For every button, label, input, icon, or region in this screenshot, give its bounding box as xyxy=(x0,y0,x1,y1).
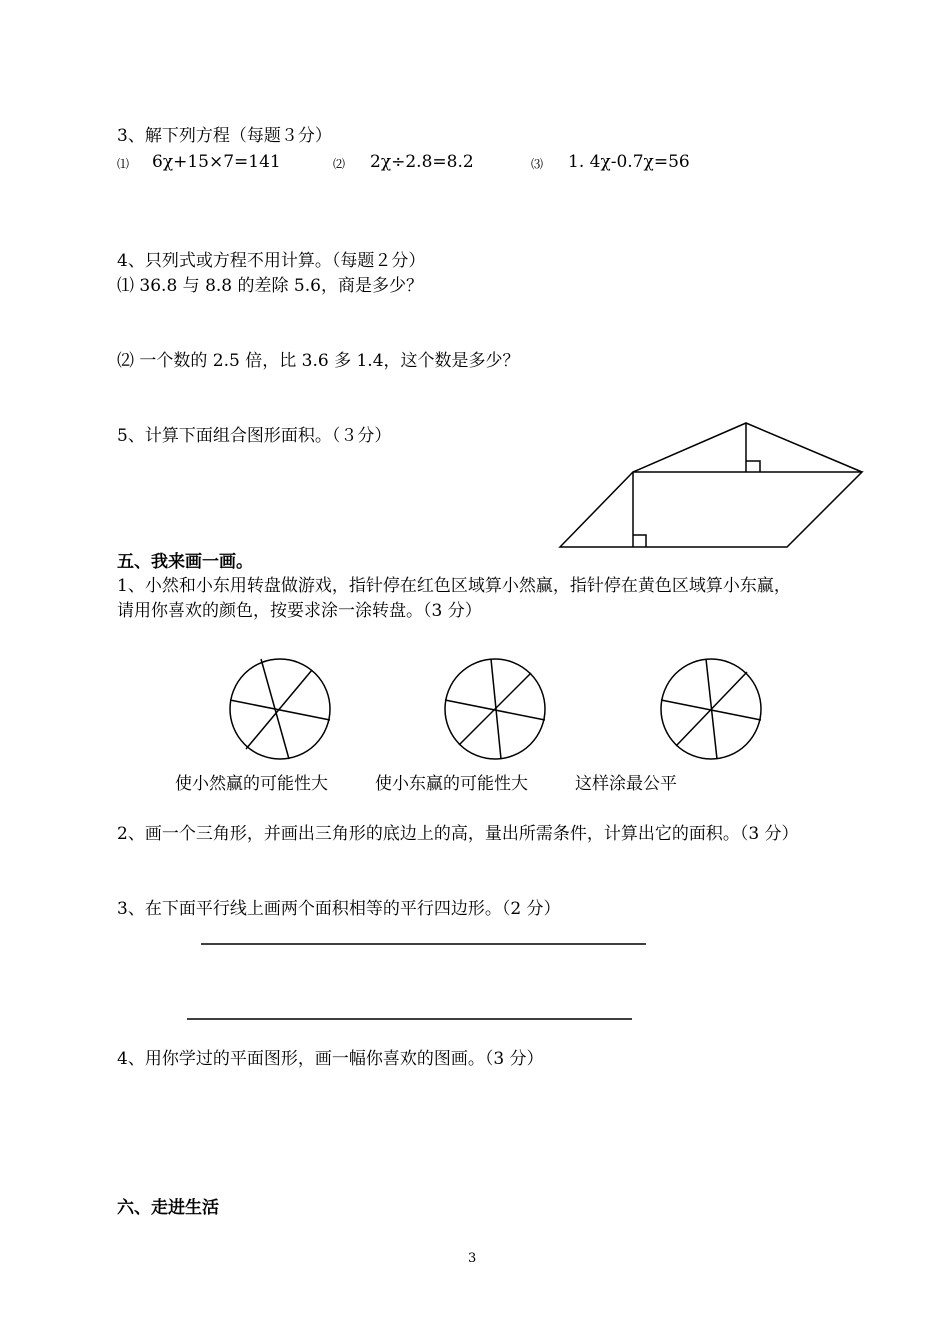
q4-part1: ⑴ 36.8 与 8.8 的差除 5.6，商是多少？ xyxy=(117,276,423,296)
spinner-2[interactable] xyxy=(445,659,545,759)
q3-eq2-number: ⑵ xyxy=(333,157,346,171)
q3-eq1: 6χ+15×7=141 xyxy=(152,152,281,172)
composite-figure xyxy=(560,423,862,547)
section5-heading: 五、我来画一画。 xyxy=(117,552,253,572)
section5-q3: 3、在下面平行线上画两个面积相等的平行四边形。（2 分） xyxy=(117,899,561,919)
q3-eq2: 2χ÷2.8=8.2 xyxy=(370,152,474,172)
section6-heading: 六、走进生活 xyxy=(117,1198,219,1218)
parallelogram-right-angle-mark xyxy=(633,535,646,547)
triangle-right-angle-mark xyxy=(746,461,760,472)
q4-title: 4、只列式或方程不用计算。（每题２分） xyxy=(117,251,426,271)
q4-part2: ⑵ 一个数的 2.5 倍，比 3.6 多 1.4，这个数是多少？ xyxy=(117,351,520,371)
spinner-label-2: 使小东赢的可能性大 xyxy=(375,774,528,794)
q3-title: 3、解下列方程（每题３分） xyxy=(117,126,332,146)
section5-q2: 2、画一个三角形，并画出三角形的底边上的高，量出所需条件，计算出它的面积。（3 分） xyxy=(117,824,799,844)
parallelogram xyxy=(560,472,862,547)
q3-eq3-number: ⑶ xyxy=(531,157,544,171)
spinner-1[interactable] xyxy=(230,659,330,759)
section5-q4: 4、用你学过的平面图形，画一幅你喜欢的图画。（3 分） xyxy=(117,1049,544,1069)
triangle xyxy=(633,423,862,472)
spinner-3[interactable] xyxy=(661,659,761,759)
section5-q1-line2: 请用你喜欢的颜色，按要求涂一涂转盘。（3 分） xyxy=(117,601,482,621)
q5-title: 5、计算下面组合图形面积。（３分） xyxy=(117,426,392,446)
spinner-label-3: 这样涂最公平 xyxy=(575,774,677,794)
q3-eq3: 1. 4χ-0.7χ=56 xyxy=(568,152,690,172)
spinner-label-1: 使小然赢的可能性大 xyxy=(175,774,328,794)
page-number: 3 xyxy=(468,1251,477,1266)
section5-q1-line1: 1、小然和小东用转盘做游戏，指针停在红色区域算小然赢，指针停在黄色区域算小东赢， xyxy=(117,576,791,596)
q3-eq1-number: ⑴ xyxy=(117,157,130,171)
